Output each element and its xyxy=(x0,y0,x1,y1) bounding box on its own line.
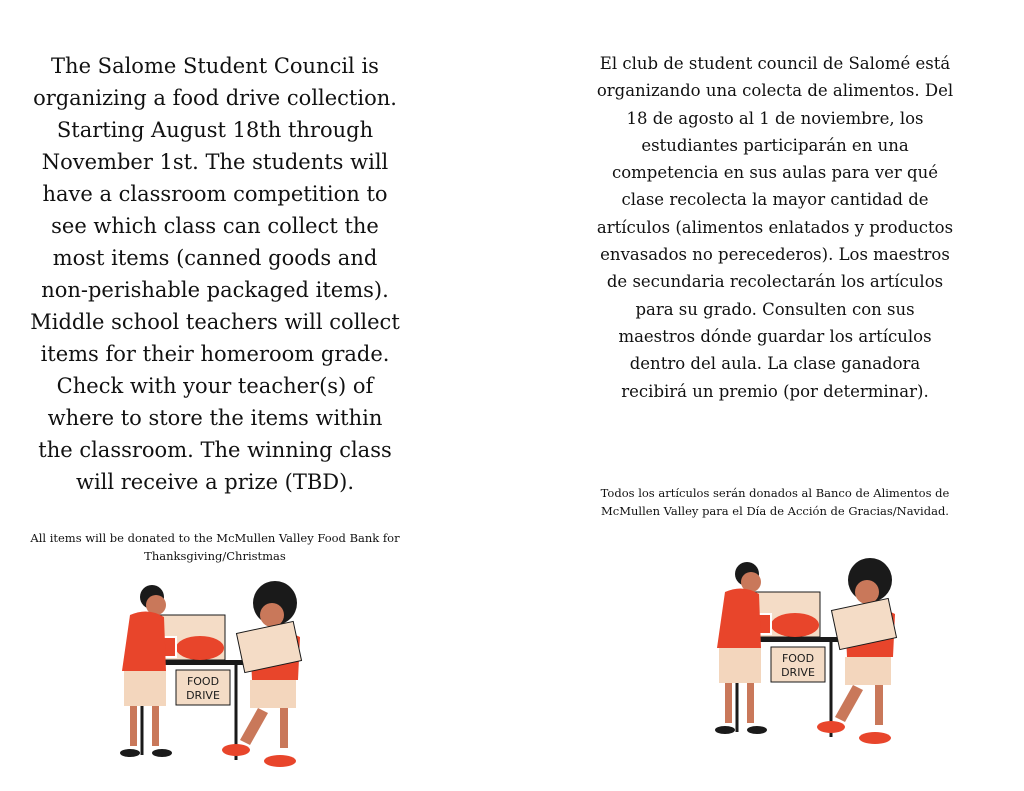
sign-line2: DRIVE xyxy=(186,689,220,702)
food-drive-kids-image-2 xyxy=(695,552,925,762)
sign-line2-right: DRIVE xyxy=(781,666,815,679)
sign-line1-right: FOOD xyxy=(781,652,815,665)
english-donation-note: All items will be donated to the McMullen Valley Food Bank for Thanksgiving/Christmas xyxy=(30,531,400,563)
food-drive-kids-image xyxy=(100,575,330,785)
spanish-announcement: El club de student council de Salomé está organizando una colecta de alimentos. Del 18 de agosto al 1 de noviembre, los estudiantes participarán en una competencia en sus aulas para ver qué clase recolecta la mayor cantidad de artículos (alimentos enlatados y productos envasados no perecederos). Los maestros de secundaria recolectarán los artículos para su grado. Consulten con sus maestros dónde guardar los artículos dentro del aula. La clase ganadora recibirá un premio (por determinar). xyxy=(596,54,954,401)
food-drive-illustration-right xyxy=(695,552,925,762)
food-drive-illustration-left xyxy=(100,575,330,785)
sign-line1: FOOD xyxy=(186,675,220,688)
spanish-donation-note: Todos los artículos serán donados al Banco de Alimentos de McMullen Valley para el Día de Acción de Gracias/Navidad. xyxy=(600,486,950,518)
english-announcement: The Salome Student Council is organizing a food drive collection. Starting August 18th through November 1st. The students will have a classroom competition to see which class can collect the most items (canned goods and non-perishable packaged items). Middle school teachers will collect items for their homeroom grade. Check with your teacher(s) of where to store the items within the classroom. The winning class will receive a prize (TBD). xyxy=(30,54,400,494)
